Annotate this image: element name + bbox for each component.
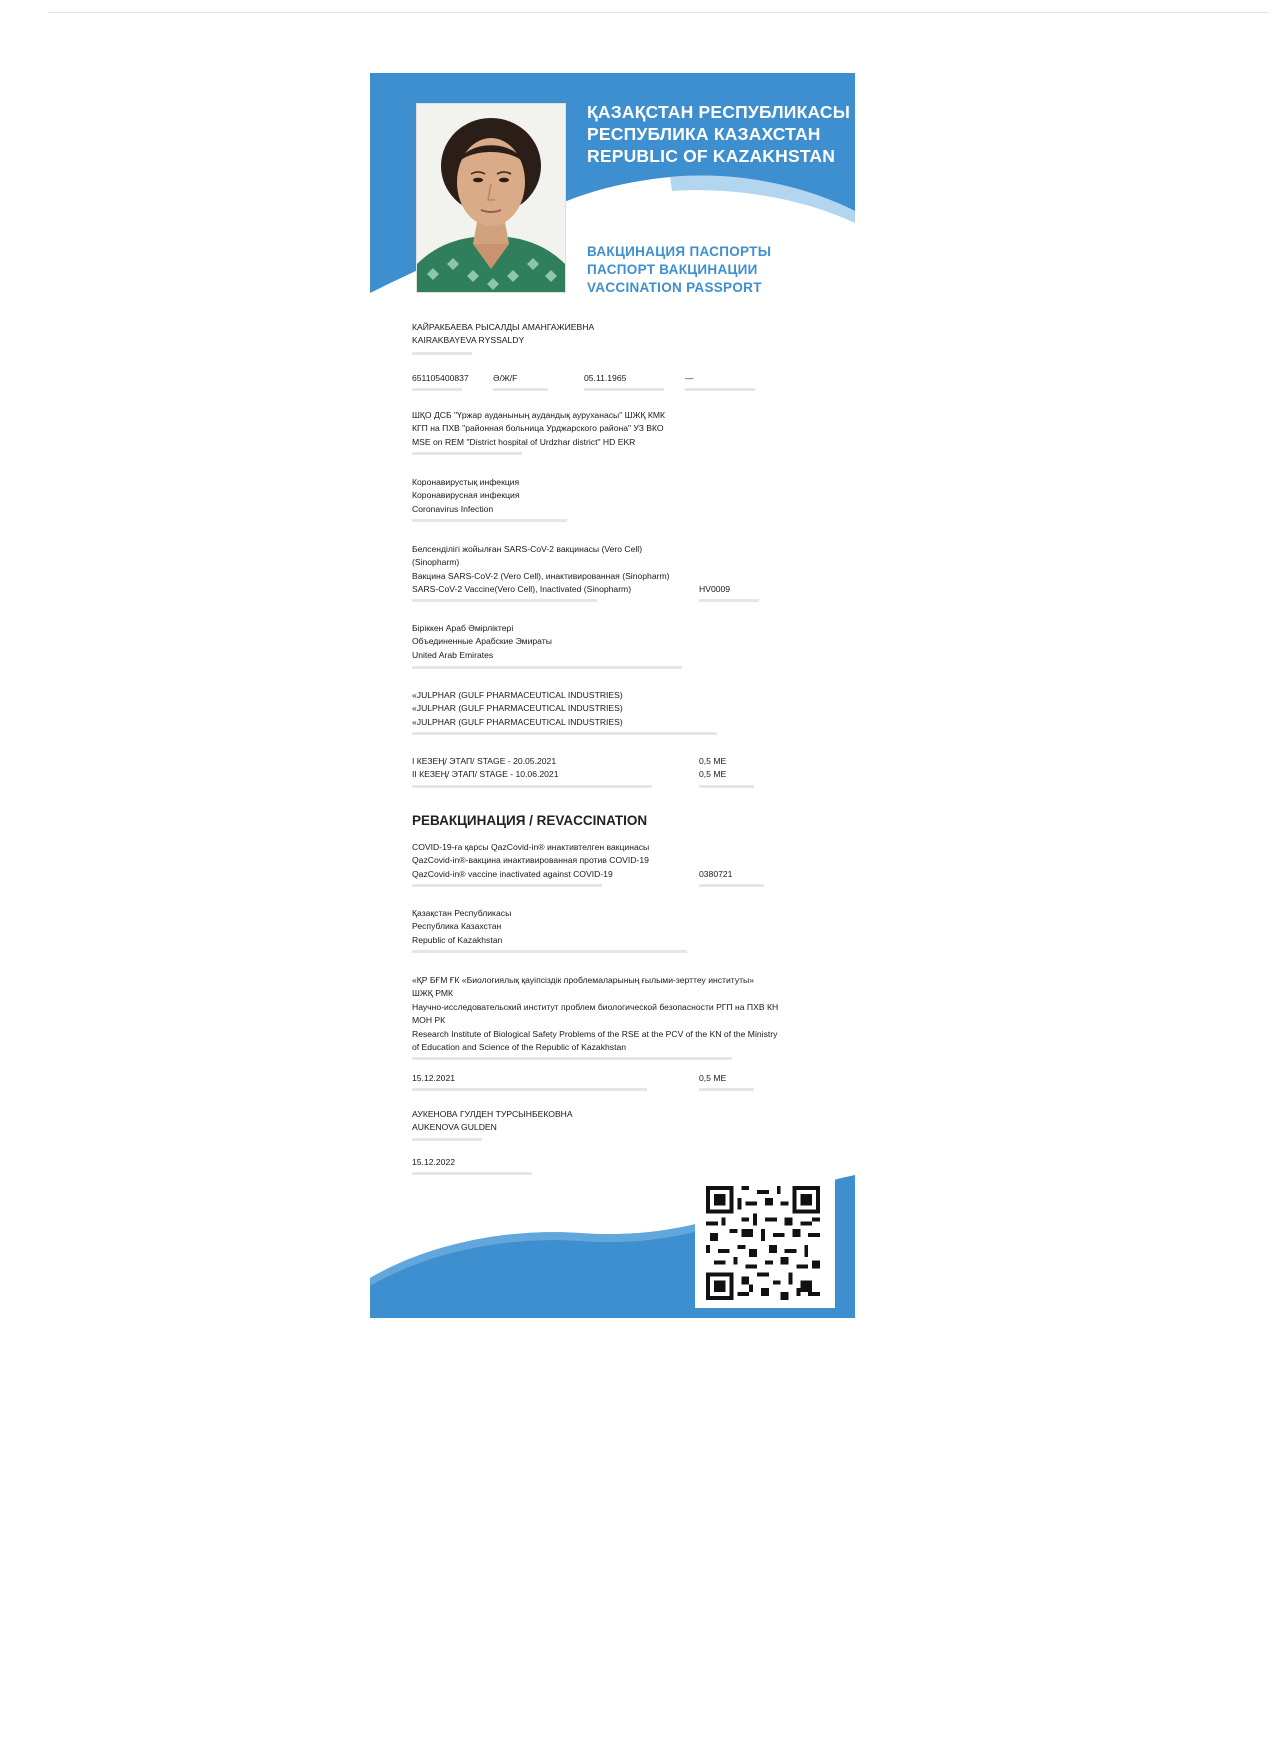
stage-label: I КЕЗЕҢ/ ЭТАП/ STAGE - 20.05.2021	[412, 756, 557, 766]
vaccine-line-1: Белсенділігі жойылған SARS-CoV-2 вакцинасы (Vero Cell)	[412, 544, 643, 554]
disease-kz: Коронавирустық инфекция	[412, 477, 520, 487]
organization-line-3: MSE on REM "District hospital of Urdzhar district" HD EKR	[412, 436, 636, 447]
scan-edge-line	[48, 12, 1268, 13]
passport-title-kz: ВАКЦИНАЦИЯ ПАСПОРТЫ	[587, 244, 772, 259]
country-name-ru: РЕСПУБЛИКА КАЗАХСТАН	[587, 124, 821, 144]
country-name-en: REPUBLIC OF KAZAKHSTAN	[587, 146, 836, 166]
revaccination-date: 15.12.2021	[412, 1073, 456, 1083]
vaccine-line-4: SARS-CoV-2 Vaccine(Vero Cell), Inactivated (Sinopharm)	[412, 584, 632, 595]
passport-title-block	[587, 243, 849, 295]
institute-line-3: Научно-исследовательский институт проблем биологической безопасности РГП на ПХВ КН	[412, 1001, 779, 1012]
vaccine-line-3: Вакцина SARS-CoV-2 (Vero Cell), инактивированная (Sinopharm)	[412, 570, 670, 581]
faint-field-captions	[412, 321, 832, 1181]
institute-line-6: of Education and Science of the Republic of Kazakhstan	[412, 1042, 627, 1053]
revaccination-vaccine-kz: COVID-19-ға қарсы QazCovid-in® инактивтелген вакцинасы	[412, 842, 650, 852]
revaccination-vaccine-ru: QazCovid-in®-вакцина инактивированная против COVID-19	[412, 855, 649, 866]
holder-iin: 651105400837	[412, 373, 469, 383]
holder-birth-date: 05.11.1965	[584, 373, 627, 383]
signatory-name-latin: AUKENOVA GULDEN	[412, 1122, 497, 1133]
holder-dash: —	[685, 373, 694, 383]
organization-line-1: ШҚО ДСБ "Үржар ауданының аудандық ауруханасы" ШЖҚ КМК	[412, 410, 666, 420]
passport-header	[370, 73, 855, 295]
holder-sex: Ә/Ж/F	[493, 373, 518, 383]
passport-title-ru: ПАСПОРТ ВАКЦИНАЦИИ	[587, 262, 758, 277]
institute-line-1: «ҚР БҒМ ҒК «Биологиялық қауіпсіздік проблемаларының ғылыми-зерттеу институты»	[412, 975, 755, 985]
qr-code-frame	[695, 1178, 835, 1308]
revaccination-country-en: Republic of Kazakhstan	[412, 934, 503, 945]
vaccination-passport-page	[370, 73, 855, 1318]
revaccination-dose: 0,5 МЕ	[699, 1073, 727, 1083]
revaccination-series: 0380721	[699, 868, 733, 879]
disease-en: Coronavirus Infection	[412, 503, 494, 514]
manufacturer-line-3: «JULPHAR (GULF PHARMACEUTICAL INDUSTRIES)	[412, 716, 623, 727]
vaccine-line-2: (Sinopharm)	[412, 557, 460, 568]
holder-name-native: КАЙРАКБАЕВА РЫСАЛДЫ АМАНГАЖИЕВНА	[412, 322, 595, 332]
stage-dose: 0,5 МЕ	[699, 756, 727, 766]
manufacturer-line-1: «JULPHAR (GULF PHARMACEUTICAL INDUSTRIES)	[412, 690, 623, 700]
country-name-kz: ҚАЗАҚСТАН РЕСПУБЛИКАСЫ	[587, 102, 851, 122]
manufacturer-line-2: «JULPHAR (GULF PHARMACEUTICAL INDUSTRIES)	[412, 703, 623, 714]
valid-until-date: 15.12.2022	[412, 1157, 456, 1167]
revaccination-title: РЕВАКЦИНАЦИЯ / REVACCINATION	[412, 813, 648, 828]
country-name-block	[587, 101, 849, 167]
vaccine-series: HV0009	[699, 584, 731, 595]
revaccination-country-ru: Республика Казахстан	[412, 921, 502, 932]
revaccination-country-kz: Қазақстан Республикасы	[412, 908, 512, 918]
organization-line-2: КГП на ПХВ "районная больница Урджарского района" УЗ ВКО	[412, 423, 664, 434]
passport-title-en: VACCINATION PASSPORT	[587, 280, 762, 295]
revaccination-vaccine-en: QazCovid-in® vaccine inactivated against COVID-19	[412, 868, 613, 879]
stage-label: II КЕЗЕҢ/ ЭТАП/ STAGE - 10.06.2021	[412, 769, 559, 780]
holder-photo	[416, 103, 566, 293]
holder-name-latin: KAIRAKBAYEVA RYSSALDY	[412, 335, 525, 346]
signatory-name-native: АУКЕНОВА ГУЛДЕН ТУРСЫНБЕКОВНА	[412, 1109, 573, 1119]
qr-code	[705, 1186, 821, 1300]
origin-country-kz: Біріккен Араб Әмірліктері	[412, 623, 514, 633]
institute-line-2: ШЖҚ РМК	[412, 988, 454, 999]
disease-ru: Коронавирусная инфекция	[412, 490, 520, 501]
institute-line-5: Research Institute of Biological Safety Problems of the RSE at the PCV of the KN of the Ministry	[412, 1028, 778, 1039]
origin-country-ru: Объединенные Арабские Эмираты	[412, 636, 552, 647]
institute-line-4: МОН РК	[412, 1015, 446, 1026]
origin-country-en: United Arab Emirates	[412, 649, 494, 660]
stage-dose: 0,5 МЕ	[699, 769, 727, 780]
